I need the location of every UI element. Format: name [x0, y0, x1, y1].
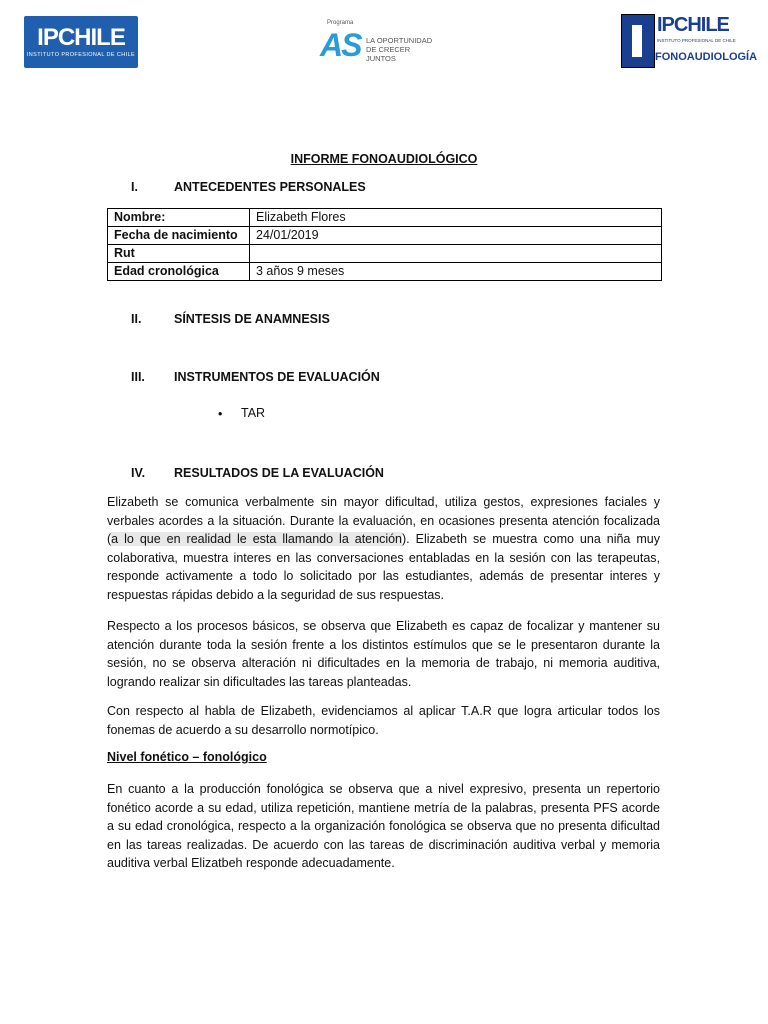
logo-right-emblem-icon: [621, 14, 655, 68]
table-cell-value: 24/01/2019: [250, 227, 662, 245]
table-cell-label: Fecha de nacimiento: [108, 227, 250, 245]
programa-as-logo: [312, 18, 442, 70]
table-row: [108, 227, 662, 245]
table-row: [108, 263, 662, 281]
results-paragraph-1: [107, 493, 660, 605]
paragraph-text: ). Elizabeth se muestra como una niña muy colaborativa, muestra interes en las conversaciones entabladas en la sesión con las terapeutas, responde activamente a todo lo solicitado por las estudiantes, además de presentar interes y respuestas rápidas debido a la seguridad de sus respuestas.: [107, 532, 660, 602]
table-cell-label: Rut: [108, 245, 250, 263]
logo-right-area: FONOAUDIOLOGÍA: [655, 51, 758, 63]
results-paragraph-3: Con respecto al habla de Elizabeth, evidenciamos al aplicar T.A.R que logra articular todos los fonemas de acuerdo a su desarrollo normotípico.: [107, 704, 660, 737]
table-row: [108, 209, 662, 227]
section-1-title: ANTECEDENTES PERSONALES: [174, 180, 366, 194]
paragraph-text: Elizabeth se comunica verbalmente sin mayor dificultad, utiliza gestos, expresiones faciales y verbales acordes a la situación. Durante la evaluación, en ocasiones presenta atención focalizada (: [107, 495, 660, 547]
logo-left-name: IPCHILE: [37, 24, 125, 51]
logo-mid-programa: Programa: [327, 20, 354, 26]
section-4-title: RESULTADOS DE LA EVALUACIÓN: [174, 466, 384, 480]
logo-right-subtitle: INSTITUTO PROFESIONAL DE CHILE: [657, 38, 736, 43]
results-paragraph-2: Respecto a los procesos básicos, se observa que Elizabeth es capaz de focalizar y mantener su atención durante toda la sesión frente a los distintos estímulos que se le presentaron durante la sesión, no se observa alteración ni dificultades en la memoria de trabajo, ni memoria auditiva, logrando realizar sin dificultades las tareas planteadas.: [107, 619, 660, 689]
personal-info-table: [107, 208, 662, 281]
bullet-icon: •: [218, 407, 223, 421]
results-paragraph-4: En cuanto a la producción fonológica se observa que a nivel expresivo, presenta un repertorio fonético acorde a su edad, utiliza repetición, mantiene metría de la palabras, presenta PFS acorde a su edad cronológica, respecto a la organización fonológica se observa que no presenta dificultad en las tareas realizadas. De acuerdo con las tareas de discriminación auditiva verbal y memoria auditiva verbal Elizatbeh responde adecuadamente.: [107, 782, 660, 871]
table-cell-label: Edad cronológica: [108, 263, 250, 281]
instrument-item: TAR: [241, 406, 266, 420]
table-cell-label: Nombre:: [108, 209, 250, 227]
table-cell-value: 3 años 9 meses: [250, 263, 662, 281]
document-title: INFORME FONOAUDIOLÓGICO: [290, 152, 478, 166]
table-cell-value: Elizabeth Flores: [250, 209, 662, 227]
section-3-number: III.: [131, 370, 145, 384]
ipchile-logo-left: [24, 16, 138, 68]
ipchile-fonoaudiologia-logo: [619, 12, 758, 68]
logo-mid-line1: LA OPORTUNIDAD: [366, 36, 433, 45]
subheading-nivel-fonetico: Nivel fonético – fonológico: [107, 750, 267, 764]
logo-mid-line2: DE CRECER JUNTOS: [366, 45, 411, 63]
section-4-number: IV.: [131, 466, 146, 480]
table-cell-value: [250, 245, 662, 263]
section-2-title: SÍNTESIS DE ANAMNESIS: [174, 312, 330, 326]
highlighted-text: a lo que en realidad le esta llamando la atención: [111, 532, 403, 547]
logo-left-subtitle: INSTITUTO PROFESIONAL DE CHILE: [26, 52, 136, 58]
section-1-number: I.: [131, 180, 138, 194]
section-3-title: INSTRUMENTOS DE EVALUACIÓN: [174, 370, 380, 384]
logo-mid-mark: AS: [320, 27, 361, 63]
section-2-number: II.: [131, 312, 142, 326]
table-row: [108, 245, 662, 263]
logo-right-name: IPCHILE: [657, 14, 729, 36]
